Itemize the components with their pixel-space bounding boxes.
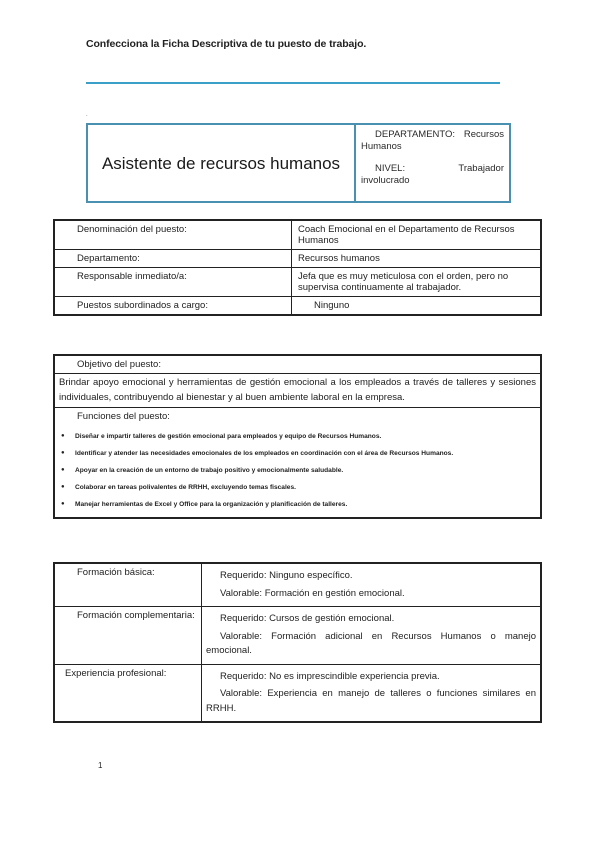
table-row [54,220,541,250]
objective-label: Objetivo del puesto: [55,356,540,374]
list-item: ● Apoyar en la creación de un entorno de trabajo positivo y emocionalmente saludable. [75,462,536,479]
training-label: Formación básica: [54,563,202,607]
table-row [54,297,541,316]
list-item: ● Identificar y atender las necesidades emocionales de los empleados en coordinación con el área de Recursos Humanos. [75,445,536,462]
functions-label: Funciones del puesto: [77,411,170,422]
job-title: Asistente de recursos humanos [101,154,341,173]
functions-list [55,425,540,517]
info-value: Ninguno [292,297,542,316]
job-meta [354,125,509,201]
valuable-text: Valorable: Experiencia en manejo de talleres o funciones similares en RRHH. [206,688,536,714]
list-item: ● Colaborar en tareas polivalentes de RRHH, excluyendo temas fiscales. [75,479,536,496]
department-line-1: DEPARTAMENTO: Recursos [375,129,504,140]
objectives-functions-box [53,354,542,519]
objective-text: Brindar apoyo emocional y herramientas de gestión emocional a los empleados a través de talleres y sesiones individuales, contribuyendo al bienestar y al buen ambiente laboral en la empresa. [55,374,540,408]
job-info-table [53,219,542,316]
training-value [202,607,542,665]
job-title-box [86,123,511,203]
info-label: Denominación del puesto: [54,220,292,250]
training-label: Formación complementaria: [54,607,202,665]
table-row [54,563,541,607]
page-number: 1 [98,761,103,770]
training-value [202,664,542,722]
info-label: Puestos subordinados a cargo: [54,297,292,316]
table-row [54,250,541,268]
valuable-text: Valorable: Formación adicional en Recursos Humanos o manejo emocional. [206,630,536,656]
info-value: Jefa que es muy meticulosa con el orden, pero no supervisa continuamente al trabajador. [292,268,542,297]
valuable-text: Valorable: Formación en gestión emocional. [220,587,405,599]
info-value: Recursos humanos [292,250,542,268]
training-label: Experiencia profesional: [54,664,202,722]
list-item: ● Diseñar e impartir talleres de gestión emocional para empleados y equipo de Recursos Humanos. [75,428,536,445]
required-text: Requerido: Cursos de gestión emocional. [220,613,395,624]
required-text: Requerido: No es imprescindible experiencia previa. [220,670,440,682]
info-label: Responsable inmediato/a: [54,268,292,297]
level-line-2: involucrado [361,175,410,186]
heading-underline [86,82,500,84]
required-text: Requerido: Ninguno específico. [220,570,353,581]
training-table [53,562,542,723]
info-value: Coach Emocional en el Departamento de Recursos Humanos [292,220,542,250]
table-row [54,664,541,722]
info-label: Departamento: [54,250,292,268]
table-row [54,268,541,297]
list-item: ● Manejar herramientas de Excel y Office para la organización y planificación de talleres. [75,496,536,513]
table-row [54,607,541,665]
department-line-2: Humanos [361,141,402,152]
stray-dot: . [86,112,88,118]
page-heading: Confecciona la Ficha Descriptiva de tu puesto de trabajo. [86,38,367,50]
training-value [202,563,542,607]
level-line-1: NIVEL: Trabajador [375,163,504,174]
